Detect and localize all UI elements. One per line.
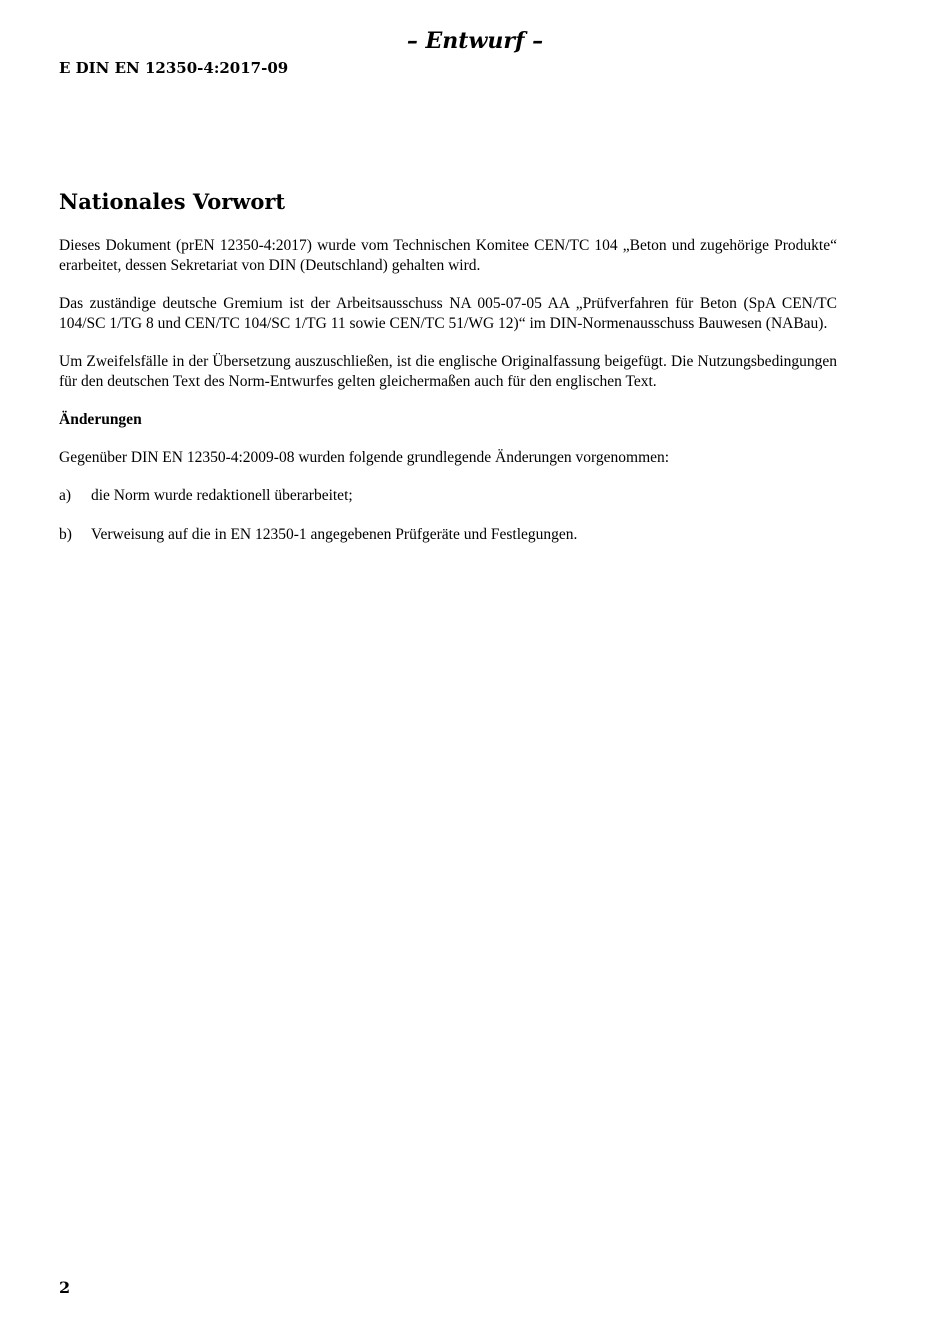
section-title: Nationales Vorwort [59, 189, 286, 214]
list-item-text: Verweisung auf die in EN 12350-1 angegebenen Prüfgeräte und Festlegungen. [91, 526, 578, 543]
paragraph-responsible-committee: Das zuständige deutsche Gremium ist der Arbeitsausschuss NA 005-07-05 AA „Prüfverfahren für Beton (SpA CEN/TC 104/SC 1/TG 8 und CEN/TC 104/SC 1/TG 11 sowie CEN/TC 51/WG 12)“ im DIN-Normenausschuss Bauwesen (NABau). [59, 295, 837, 332]
draft-watermark-title: – Entwurf – [406, 28, 544, 54]
changes-list [59, 486, 837, 545]
list-item-text: die Norm wurde redaktionell überarbeitet; [91, 487, 353, 504]
paragraph-translation-note: Um Zweifelsfälle in der Übersetzung auszuschließen, ist die englische Originalfassung beigefügt. Die Nutzungsbedingungen für den deutschen Text des Norm-Entwurfes gelten gleichermaßen auch für den englischen Text. [59, 353, 837, 390]
list-marker: a) [59, 487, 72, 504]
document-identifier: E DIN EN 12350-4:2017-09 [59, 59, 289, 77]
page-number: 2 [59, 1278, 71, 1297]
paragraph-document-origin: Dieses Dokument (prEN 12350-4:2017) wurde vom Technischen Komitee CEN/TC 104 „Beton und zugehörige Produkte“ erarbeitet, dessen Sekretariat von DIN (Deutschland) gehalten wird. [59, 237, 837, 274]
list-item [59, 486, 837, 506]
page-content [59, 186, 837, 564]
list-item [59, 525, 837, 545]
changes-intro: Gegenüber DIN EN 12350-4:2009-08 wurden folgende grundlegende Änderungen vorgenommen: [59, 449, 670, 466]
changes-heading: Änderungen [59, 411, 142, 428]
list-marker: b) [59, 526, 72, 543]
